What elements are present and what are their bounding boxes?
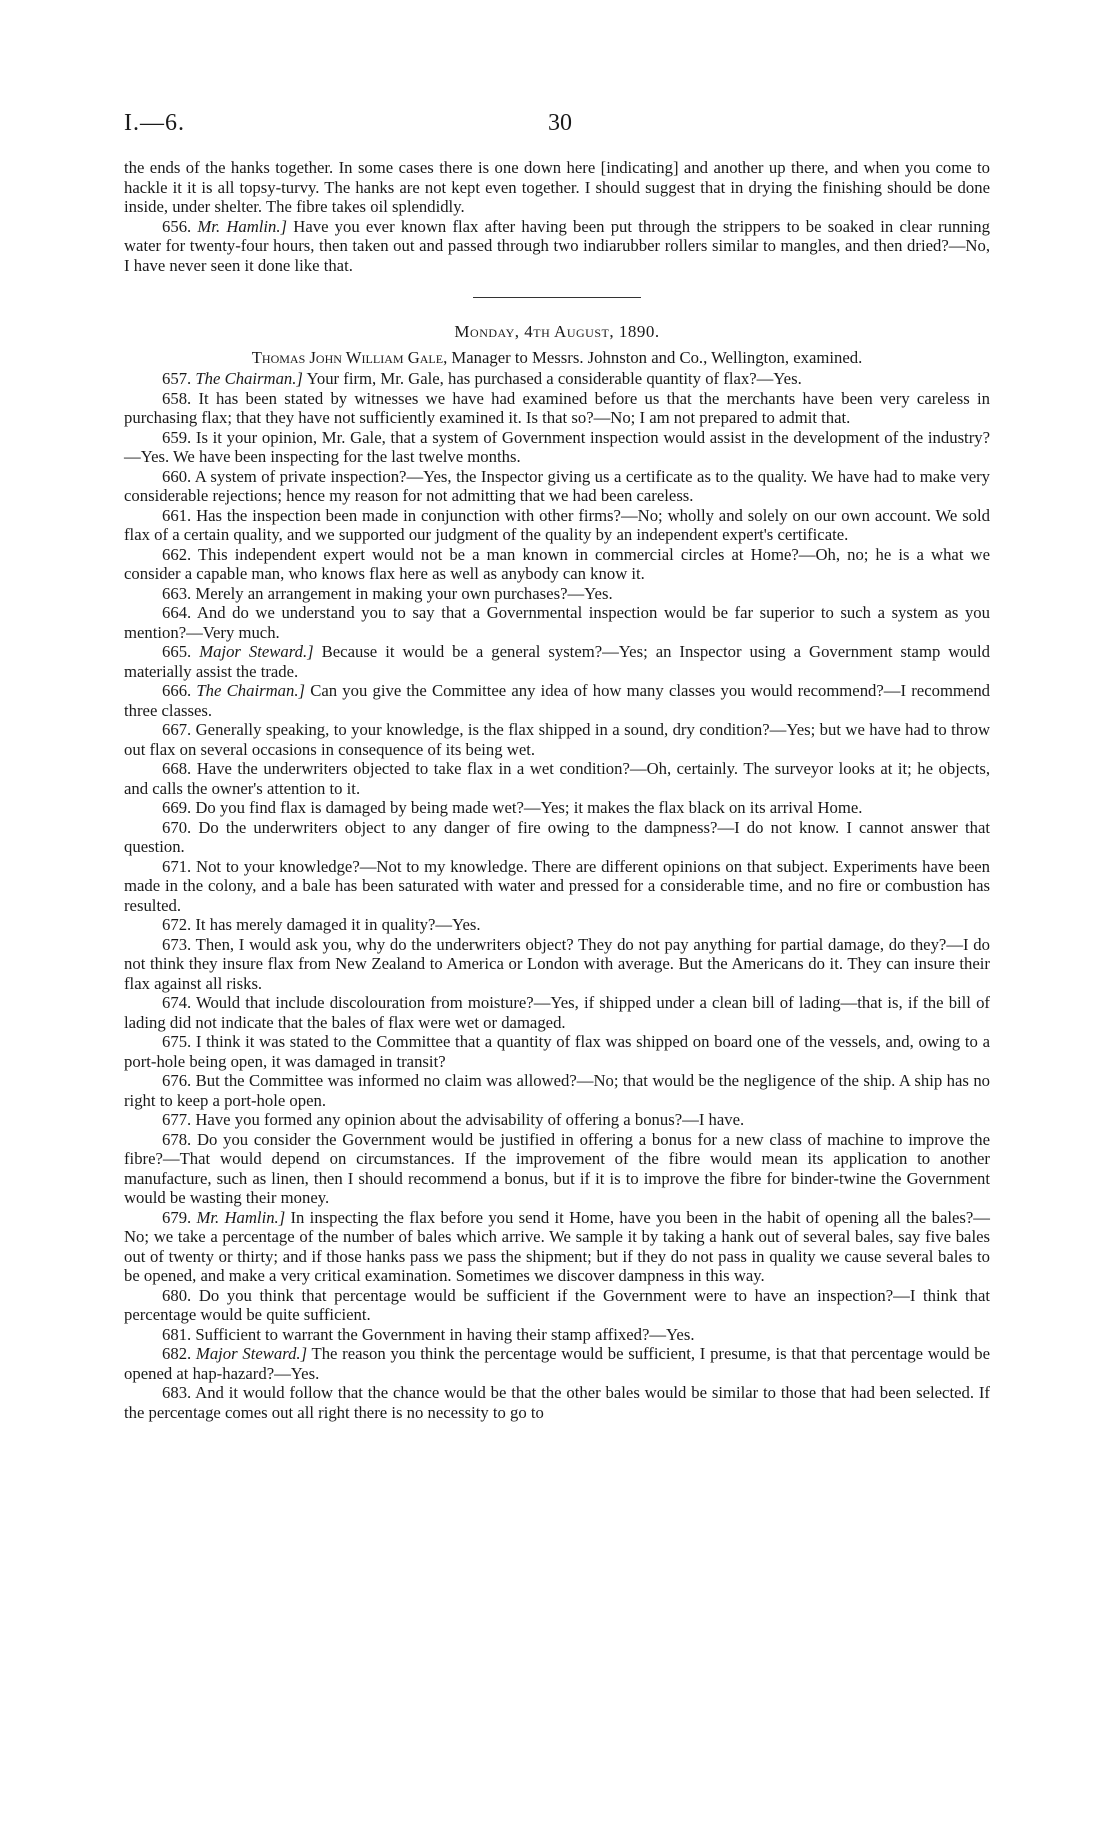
question-text: Sufficient to warrant the Government in having their stamp affixed?—Yes.: [195, 1324, 695, 1344]
speaker-label: Major Steward.]: [195, 1344, 308, 1363]
question-text: Not to your knowledge?—Not to my knowledge. There are different opinions on that subject. Experiments have been made in the colony, and a bale has been saturated with water and pressed for a considerable time, and no fire or combustion has resulted.: [124, 856, 990, 915]
question-paragraph: [124, 467, 990, 506]
witness-line: [124, 348, 990, 368]
section-divider: [473, 297, 641, 298]
page-header: [124, 110, 990, 158]
question-text: It has merely damaged it in quality?—Yes.: [195, 915, 481, 934]
question-paragraph: [124, 1325, 990, 1345]
question-paragraph: [124, 857, 990, 916]
question-number: 677.: [162, 1110, 192, 1129]
question-text: Do you think that percentage would be sufficient if the Government were to have an inspection?—I think that percentage would be quite sufficient.: [124, 1285, 990, 1324]
speaker-label: Mr. Hamlin.]: [197, 216, 288, 236]
speaker-label: Major Steward.]: [199, 642, 314, 661]
speaker-label: The Chairman.]: [195, 369, 303, 388]
question-paragraph: [124, 1383, 990, 1422]
question-number: 672.: [162, 915, 192, 934]
question-paragraph: [124, 1110, 990, 1130]
question-number: 673.: [162, 934, 192, 954]
question-number: 675.: [162, 1032, 192, 1051]
question-paragraph: [124, 993, 990, 1032]
question-paragraph: [124, 369, 990, 389]
question-paragraph: [124, 1130, 990, 1208]
question-text: Then, I would ask you, why do the underwriters object? They do not pay anything for partial damage, do they?—I do not think they insure flax from New Zealand to America or London with average. But the Americans do it. They can insure their flax against all risks.: [124, 934, 990, 993]
question-number: 657.: [162, 369, 192, 388]
question-paragraph: [124, 603, 990, 642]
question-text: Merely an arrangement in making your own purchases?—Yes.: [195, 583, 613, 603]
question-text: I think it was stated to the Committee that a quantity of flax was shipped on board one of the vessels, and, owing to a port-hole being open, it was damaged in transit?: [124, 1032, 990, 1071]
question-text: This independent expert would not be a man known in commercial circles at Home?—Oh, no; he is a what we consider a capable man, who knows flax here as well as anybody can know it.: [124, 544, 990, 583]
question-text: Can you give the Committee any idea of how many classes you would recommend?—I recommend three classes.: [124, 681, 991, 720]
question-paragraph: [124, 584, 990, 604]
question-number: 676.: [162, 1071, 192, 1090]
question-number: 678.: [162, 1129, 192, 1149]
question-paragraph: [124, 1032, 990, 1071]
question-number: 658.: [162, 388, 192, 408]
witness-name: Thomas John William Gale: [251, 347, 444, 367]
question-number: 670.: [162, 817, 192, 837]
question-number: 664.: [162, 603, 192, 622]
question-text: It has been stated by witnesses we have had examined before us that the merchants have been very careless in purchasing flax; that they have not sufficiently examined it. Is that so?—No; I am not prepared to admit that.: [124, 388, 990, 427]
question-text: Generally speaking, to your knowledge, is the flax shipped in a sound, dry condition?—Yes; but we have had to throw out flax on several occasions in consequence of its being wet.: [124, 720, 991, 759]
question-number: 667.: [162, 720, 192, 739]
question-paragraph: [124, 545, 990, 584]
question-number: 681.: [162, 1324, 192, 1344]
question-text: Do you find flax is damaged by being made wet?—Yes; it makes the flax black on its arrival Home.: [195, 798, 863, 817]
question-paragraph: [124, 818, 990, 857]
question-text: Have you formed any opinion about the advisability of offering a bonus?—I have.: [195, 1110, 745, 1129]
question-text: In inspecting the flax before you send it Home, have you been in the habit of opening all the bales?—No; we take a percentage of the number of bales which arrive. We sample it by taking a hank out of several bales, say five bales out of twenty or thirty; and if those hanks pass we pass the shipment; but if they do not pass in quality we cause several bales to be opened, and make a very critical examination. Sometimes we discover dampness in this way.: [124, 1207, 990, 1285]
question-paragraph: [124, 798, 990, 818]
question-number: 679.: [162, 1207, 192, 1227]
question-number: 671.: [162, 856, 192, 876]
question-number: 661.: [162, 505, 192, 525]
question-number: 665.: [162, 642, 192, 661]
question-number: 668.: [162, 759, 192, 778]
question-paragraph: [124, 506, 990, 545]
question-number: 662.: [162, 544, 192, 564]
question-text: Because it would be a general system?—Yes; an Inspector using a Government stamp would materially assist the trade.: [124, 642, 990, 681]
document-reference: I.—6.: [124, 110, 185, 136]
question-paragraph: [124, 1071, 990, 1110]
continuation-paragraph: the ends of the hanks together. In some cases there is one down here [indicating] and another up there, and when you come to hackle it it is all topsy-turvy. The hanks are not kept even together. I should suggest that in drying the finishing should be done inside, under shelter. The fibre takes oil splendidly.: [124, 158, 990, 216]
witness-description: , Manager to Messrs. Johnston and Co., Wellington, examined.: [443, 347, 863, 367]
question-number: 674.: [162, 993, 192, 1012]
speaker-label: The Chairman.]: [196, 681, 305, 700]
question-paragraph: [124, 720, 990, 759]
question-number: 666.: [162, 681, 192, 700]
question-paragraph: [124, 389, 990, 428]
speaker-label: Mr. Hamlin.]: [196, 1207, 286, 1227]
question-text: Would that include discolouration from moisture?—Yes, if shipped under a clean bill of lading—that is, if the bill of lading did not indicate that the bales of flax were wet or damaged.: [124, 993, 990, 1032]
question-text: Is it your opinion, Mr. Gale, that a system of Government inspection would assist in the development of the industry?—Yes. We have been inspecting for the last twelve months.: [124, 427, 991, 466]
question-paragraph: [124, 681, 990, 720]
question-paragraph: [124, 1286, 990, 1325]
question-text: Do you consider the Government would be justified in offering a bonus for a new class of machine to improve the fibre?—That would depend on circumstances. If the improvement of the fibre would mean its application to another manufacture, such as linen, then I should recommend a bonus, but if it is to improve the fibre for binder-twine the Government would be wasting their money.: [124, 1129, 991, 1207]
question-text: Have you ever known flax after having been put through the strippers to be soaked in clear running water for twenty-four hours, then taken out and passed through two indiarubber rollers similar to mangles, and then dried?—No, I have never seen it done like that.: [124, 216, 990, 275]
question-text: But the Committee was informed no claim was allowed?—No; that would be the negligence of the ship. A ship has no right to keep a port-hole open.: [124, 1071, 991, 1110]
question-number: 682.: [162, 1344, 192, 1363]
question-number: 659.: [162, 427, 192, 447]
question-text: The reason you think the percentage would be sufficient, I presume, is that that percentage would be opened at hap-hazard?—Yes.: [124, 1344, 990, 1383]
question-paragraph: [124, 759, 990, 798]
question-number: 656.: [162, 216, 192, 236]
question-number: 669.: [162, 798, 192, 817]
question-paragraph: [124, 915, 990, 935]
question-paragraph: [124, 217, 990, 276]
question-text: Do the underwriters object to any danger of fire owing to the dampness?—I do not know. I cannot answer that question.: [124, 817, 990, 856]
question-paragraph: [124, 1208, 990, 1286]
question-text: Your firm, Mr. Gale, has purchased a considerable quantity of flax?—Yes.: [302, 369, 802, 388]
question-text: And it would follow that the chance would be that the other bales would be similar to those that had been selected. If the percentage comes out all right there is no necessity to go to: [124, 1383, 990, 1422]
question-number: 680.: [162, 1285, 192, 1305]
session-date: Monday, 4th August, 1890.: [454, 322, 660, 341]
document-page: [124, 110, 990, 1810]
question-paragraph: [124, 935, 990, 994]
question-text: Have the underwriters objected to take flax in a wet condition?—Oh, certainly. The surveyor looks at it; he objects, and calls the owner's attention to it.: [124, 759, 990, 798]
question-number: 660.: [162, 466, 192, 486]
question-paragraph: [124, 428, 990, 467]
question-number: 663.: [162, 583, 192, 603]
question-text: Has the inspection been made in conjunction with other firms?—No; wholly and solely on our own account. We sold flax of a certain quality, and we supported our judgment of the quality by an independent expert's certificate.: [124, 505, 991, 544]
question-text: A system of private inspection?—Yes, the Inspector giving us a certificate as to the quality. We have had to make very considerable rejections; hence my reason for not admitting that we had been careless.: [124, 466, 990, 505]
page-number: 30: [548, 110, 572, 136]
question-paragraph: [124, 642, 990, 681]
question-text: And do we understand you to say that a Governmental inspection would be far superior to such a system as you mention?—Very much.: [124, 603, 990, 642]
questions-list: [124, 369, 990, 1422]
question-paragraph: [124, 1344, 990, 1383]
document-body: [124, 158, 990, 1422]
question-number: 683.: [162, 1383, 192, 1402]
